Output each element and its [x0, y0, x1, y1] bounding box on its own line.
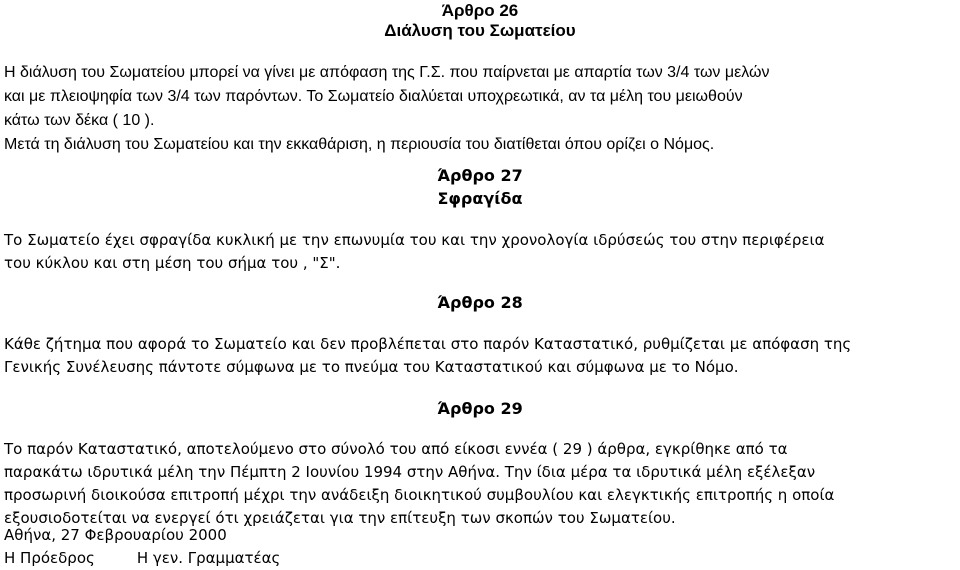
article-27-line: του κύκλου και στη μέση του σήμα του , "Σ".: [4, 254, 341, 272]
article-26-line: και με πλειοψηφία των 3/4 των παρόντων. Το Σωματείο διαλύεται υποχρεωτικά, αν τα μέλη του μειωθούν: [4, 88, 743, 105]
article-27-subtitle: Σφραγίδα: [437, 189, 523, 208]
article-29-line: Το παρόν Καταστατικό, αποτελούμενο στο σύνολό του από είκοσι εννέα ( 29 ) άρθρα, εγκρίθηκε από τα: [4, 440, 788, 458]
article-29-body: [4, 438, 954, 530]
article-26-line: Μετά τη διάλυση του Σωματείου και την εκκαθάριση, η περιουσία του διατίθεται όπου ορίζει ο Νόμος.: [4, 136, 715, 153]
closing-block: [4, 524, 954, 570]
secretary-label: Η γεν. Γραμματέας: [136, 549, 281, 567]
article-26-title: Άρθρο 26: [441, 1, 519, 20]
article-29-line: παρακάτω ιδρυτικά μέλη την Πέμπτη 2 Ιουνίου 1994 στην Αθήνα. Την ίδια μέρα τα ιδρυτικά μέλη εξέλεξαν: [4, 463, 816, 481]
article-29-line: προσωρινή διοικούσα επιτροπή μέχρι την ανάδειξη διοικητικού συμβουλίου και ελεγκτικής επιτροπής η οποία: [4, 486, 835, 504]
article-27-title: Άρθρο 27: [437, 166, 523, 185]
article-27-body: [4, 229, 954, 275]
closing-place-date: Αθήνα, 27 Φεβρουαρίου 2000: [4, 526, 227, 544]
closing-signatures: [4, 547, 954, 570]
article-28-line: Κάθε ζήτημα που αφορά το Σωματείο και δεν προβλέπεται στο παρόν Καταστατικό, ρυθμίζεται με απόφαση της: [4, 335, 852, 353]
article-29-title: Άρθρο 29: [437, 399, 523, 418]
article-26-subtitle: Διάλυση του Σωματείου: [384, 21, 576, 40]
article-26-line: κάτω των δέκα ( 10 ).: [4, 112, 155, 129]
article-26-line: Η διάλυση του Σωματείου μπορεί να γίνει με απόφαση της Γ.Σ. που παίρνεται με απαρτία των 3/4 των μελών: [4, 64, 770, 81]
president-label: Η Πρόεδρος: [4, 549, 95, 567]
article-28-body: [4, 333, 954, 379]
article-29-line: εξουσιοδοτείται να ενεργεί ότι χρειάζεται για την επίτευξη των σκοπών του Σωματείου.: [4, 509, 676, 527]
article-28-line: Γενικής Συνέλευσης πάντοτε σύμφωνα με το πνεύμα του Καταστατικού και σύμφωνα με το Νόμο.: [4, 358, 739, 376]
article-28-title: Άρθρο 28: [437, 293, 523, 312]
article-26-body: [4, 61, 954, 157]
article-27-line: Το Σωματείο έχει σφραγίδα κυκλική με την επωνυμία του και την χρονολογία ιδρύσεώς του στην περιφέρεια: [4, 231, 825, 249]
